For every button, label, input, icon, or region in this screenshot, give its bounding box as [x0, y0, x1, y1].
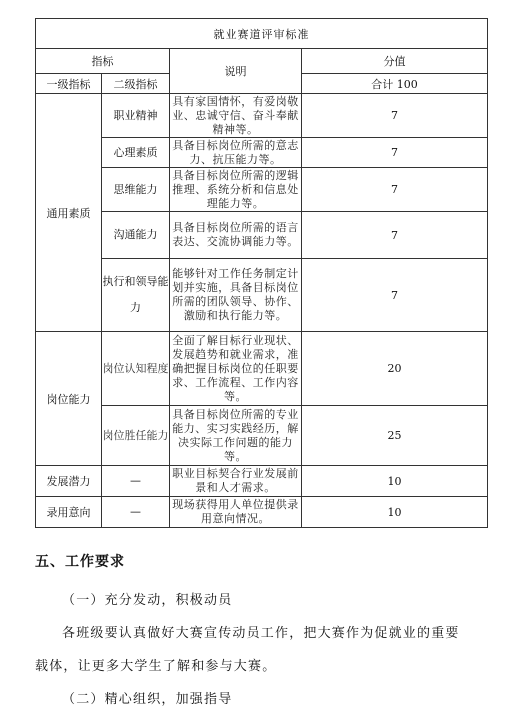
section-heading: 五、工作要求	[35, 554, 125, 570]
table-row	[36, 332, 488, 406]
score: 7	[302, 168, 488, 212]
category-potential: 发展潜力	[36, 466, 102, 497]
sub-indicator: 思维能力	[102, 168, 170, 212]
table-row	[36, 497, 488, 528]
header-level2: 二级指标	[102, 74, 170, 94]
sub-indicator: —	[102, 466, 170, 497]
score: 7	[302, 138, 488, 168]
sub-indicator: 执行和领导能力	[102, 259, 170, 332]
description: 具备目标岗位所需的语言表达、交流协调能力等。	[170, 212, 302, 259]
sub-indicator: 沟通能力	[102, 212, 170, 259]
subheading-1: （一）充分发动，积极动员	[62, 593, 233, 608]
description: 具备目标岗位所需的专业能力、实习实践经历，解决实际工作问题的能力等。	[170, 406, 302, 466]
description: 具备目标岗位所需的意志力、抗压能力等。	[170, 138, 302, 168]
table-row	[36, 168, 488, 212]
header-indicator: 指标	[36, 49, 170, 74]
description: 全面了解目标行业现状、发展趋势和就业需求，准确把握目标岗位的任职要求、工作流程、工作内容等。	[170, 332, 302, 406]
score: 10	[302, 497, 488, 528]
table-row	[36, 406, 488, 466]
paragraph-line-1: 各班级要认真做好大赛宣传动员工作，把大赛作为促就业的重要	[62, 626, 460, 641]
table-row	[36, 466, 488, 497]
description: 能够针对工作任务制定计划并实施，具备目标岗位所需的团队领导、协作、激励和执行能力等。	[170, 259, 302, 332]
score: 7	[302, 94, 488, 138]
paragraph-line-2: 载体，让更多大学生了解和参与大赛。	[35, 659, 277, 674]
table-row	[36, 212, 488, 259]
header-score: 分值	[302, 49, 488, 74]
sub-indicator: 岗位认知程度	[102, 332, 170, 406]
subheading-2: （二）精心组织，加强指导	[62, 692, 233, 707]
table-row	[36, 94, 488, 138]
score: 20	[302, 332, 488, 406]
table-row	[36, 259, 488, 332]
description: 具有家国情怀，有爱岗敬业、忠诚守信、奋斗奉献精神等。	[170, 94, 302, 138]
header-total: 合计 100	[302, 74, 488, 94]
table-title: 就业赛道评审标准	[36, 19, 488, 49]
sub-indicator: 心理素质	[102, 138, 170, 168]
header-description: 说明	[170, 49, 302, 94]
sub-indicator: —	[102, 497, 170, 528]
sub-indicator: 职业精神	[102, 94, 170, 138]
category-job-ability: 岗位能力	[36, 332, 102, 466]
description: 现场获得用人单位提供录用意向情况。	[170, 497, 302, 528]
evaluation-table	[35, 18, 488, 528]
sub-indicator: 岗位胜任能力	[102, 406, 170, 466]
score: 7	[302, 259, 488, 332]
category-hiring-intent: 录用意向	[36, 497, 102, 528]
description: 职业目标契合行业发展前景和人才需求。	[170, 466, 302, 497]
table-row	[36, 138, 488, 168]
score: 25	[302, 406, 488, 466]
description: 具备目标岗位所需的逻辑推理、系统分析和信息处理能力等。	[170, 168, 302, 212]
score: 7	[302, 212, 488, 259]
header-level1: 一级指标	[36, 74, 102, 94]
score: 10	[302, 466, 488, 497]
category-general: 通用素质	[36, 94, 102, 332]
